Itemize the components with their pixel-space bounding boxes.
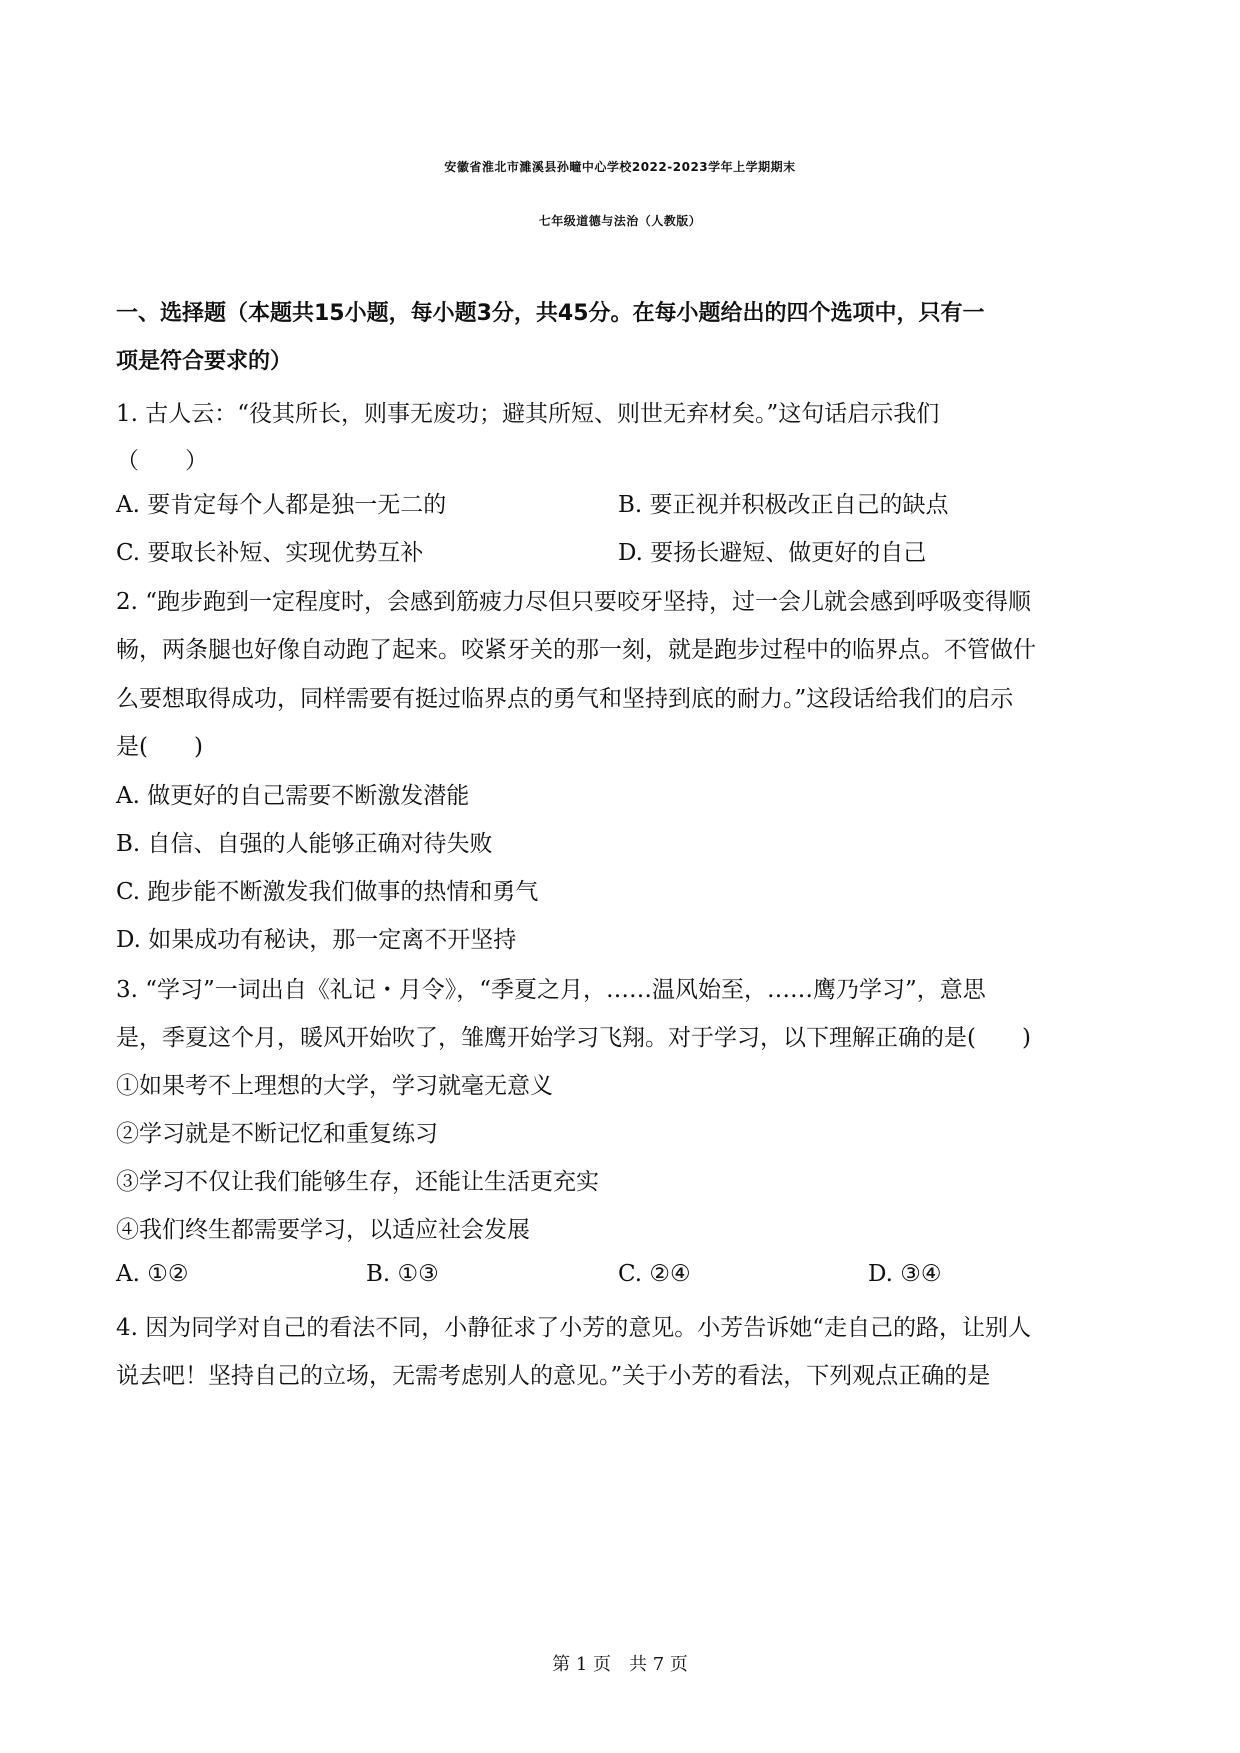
question-3-option-d: D. ③④ xyxy=(868,1261,942,1287)
question-3-statement-4: ④我们终生都需要学习，以适应社会发展 xyxy=(116,1217,530,1243)
question-4-stem-cont: 说去吧！坚持自己的立场，无需考虑别人的意见。”关于小芳的看法，下列观点正确的是 xyxy=(116,1363,991,1389)
question-3-stem-cont: 是，季夏这个月，暖风开始吹了，雏鹰开始学习飞翔。对于学习，以下理解正确的是( ) xyxy=(116,1025,1031,1051)
exam-title-line1: 安徽省淮北市濉溪县孙疃中心学校2022-2023学年上学期期末 xyxy=(444,160,796,174)
question-2-option-d: D. 如果成功有秘诀，那一定离不开坚持 xyxy=(116,927,517,953)
question-1-blank: （ ） xyxy=(116,448,208,474)
question-1-option-b: B. 要正视并积极改正自己的缺点 xyxy=(618,492,949,518)
question-2-stem: 2. “跑步跑到一定程度时，会感到筋疲力尽但只要咬牙坚持，过一会儿就会感到呼吸变得顺 xyxy=(116,589,1032,615)
question-2-stem-cont: 畅，两条腿也好像自动跑了起来。咬紧牙关的那一刻，就是跑步过程中的临界点。不管做什 xyxy=(116,637,1036,663)
exam-title-line2: 七年级道德与法治（人教版） xyxy=(538,214,702,228)
question-1-stem: 1. 古人云：“役其所长，则事无废功；避其所短、则世无弃材矣。”这句话启示我们 xyxy=(116,401,940,427)
question-2-option-c: C. 跑步能不断激发我们做事的热情和勇气 xyxy=(116,879,539,905)
question-3-statement-2: ②学习就是不断记忆和重复练习 xyxy=(116,1121,438,1147)
question-3-statement-1: ①如果考不上理想的大学，学习就毫无意义 xyxy=(116,1073,553,1099)
question-1-option-c: C. 要取长补短、实现优势互补 xyxy=(116,540,424,566)
question-2-option-b: B. 自信、自强的人能够正确对待失败 xyxy=(116,831,493,857)
question-2-stem-cont: 么要想取得成功，同样需要有挺过临界点的勇气和坚持到底的耐力。”这段话给我们的启示 xyxy=(116,686,1014,712)
question-1-option-a: A. 要肯定每个人都是独一无二的 xyxy=(116,492,447,518)
question-3-option-a: A. ①② xyxy=(116,1261,189,1287)
question-3-stem: 3. “学习”一词出自《礼记・月令》，“季夏之月，……温风始至，……鹰乃学习”，意思 xyxy=(116,977,986,1003)
question-3-option-b: B. ①③ xyxy=(366,1261,439,1287)
question-2-option-a: A. 做更好的自己需要不断激发潜能 xyxy=(116,783,470,809)
section-heading-cont: 项是符合要求的） xyxy=(116,349,293,374)
question-2-stem-cont: 是( ) xyxy=(116,734,203,760)
question-1-option-d: D. 要扬长避短、做更好的自己 xyxy=(618,540,927,566)
question-4-stem: 4. 因为同学对自己的看法不同，小静征求了小芳的意见。小芳告诉她“走自己的路，让别人 xyxy=(116,1315,1032,1341)
page-footer: 第 1 页 共 7 页 xyxy=(552,1654,688,1675)
section-heading: 一、选择题（本题共15小题，每小题3分，共45分。在每小题给出的四个选项中，只有一 xyxy=(116,301,985,326)
question-3-option-c: C. ②④ xyxy=(618,1261,691,1287)
question-3-statement-3: ③学习不仅让我们能够生存，还能让生活更充实 xyxy=(116,1169,599,1195)
